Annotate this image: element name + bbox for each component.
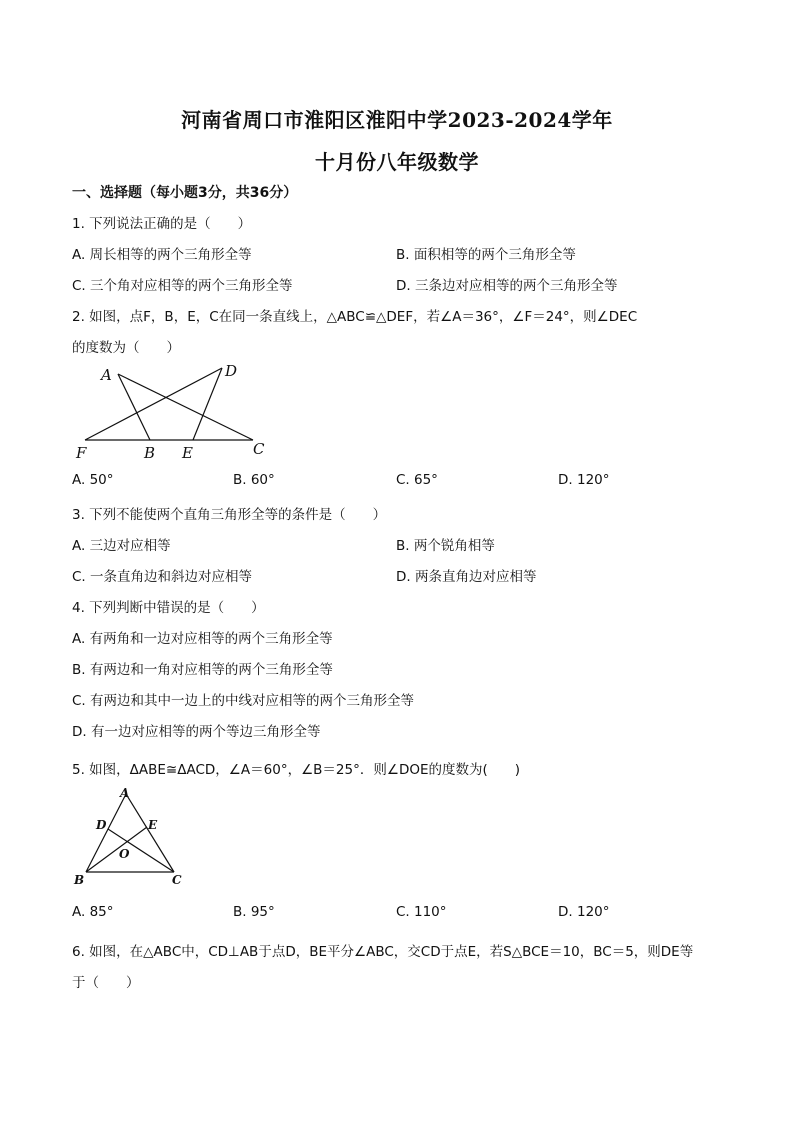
- label-f: F: [76, 444, 87, 462]
- question-3-stem: 3. 下列不能使两个直角三角形全等的条件是（ ）: [72, 507, 387, 523]
- question-1-option-d: D. 三条边对应相等的两个三角形全等: [396, 278, 618, 294]
- question-2-option-b: B. 60°: [233, 472, 275, 488]
- question-2-option-d: D. 120°: [558, 472, 610, 488]
- question-1-stem: 1. 下列说法正确的是（ ）: [72, 216, 252, 232]
- section-heading: 一、选择题（每小题3分，共36分）: [72, 185, 298, 201]
- title-line-1: 河南省周口市淮阳区淮阳中学2023-2024学年: [181, 108, 613, 132]
- question-1-option-b: B. 面积相等的两个三角形全等: [396, 247, 576, 263]
- segment-ab: [118, 374, 150, 440]
- question-4-stem: 4. 下列判断中错误的是（ ）: [72, 600, 265, 616]
- question-2-option-c: C. 65°: [396, 472, 438, 488]
- question-5-option-a: A. 85°: [72, 904, 114, 920]
- label-e: E: [182, 444, 193, 462]
- question-2-option-a: A. 50°: [72, 472, 114, 488]
- label-b: B: [144, 444, 156, 462]
- label-d: D: [225, 362, 238, 380]
- label-e: E: [148, 818, 158, 832]
- segment-be: [86, 827, 147, 872]
- label-o: O: [119, 847, 130, 861]
- label-a: A: [120, 786, 130, 800]
- question-1-option-a: A. 周长相等的两个三角形全等: [72, 247, 252, 263]
- question-3-option-c: C. 一条直角边和斜边对应相等: [72, 569, 253, 585]
- question-5-option-c: C. 110°: [396, 904, 447, 920]
- label-a: A: [101, 366, 112, 384]
- question-1-option-c: C. 三个角对应相等的两个三角形全等: [72, 278, 293, 294]
- label-d: D: [96, 818, 107, 832]
- label-c: C: [253, 440, 265, 458]
- question-4-option-b: B. 有两边和一角对应相等的两个三角形全等: [72, 662, 333, 678]
- question-2-stem-line-1: 2. 如图，点F，B，E，C在同一条直线上，△ABC≌△DEF，若∠A＝36°，∠F＝24°，则∠DEC: [72, 309, 638, 325]
- question-4-option-c: C. 有两边和其中一边上的中线对应相等的两个三角形全等: [72, 693, 415, 709]
- question-5-option-b: B. 95°: [233, 904, 275, 920]
- question-3-option-d: D. 两条直角边对应相等: [396, 569, 537, 585]
- question-5-stem: 5. 如图，ΔABE≅ΔACD，∠A＝60°，∠B＝25°．则∠DOE的度数为( ): [72, 762, 521, 778]
- question-4-option-a: A. 有两角和一边对应相等的两个三角形全等: [72, 631, 333, 647]
- question-6-stem-line-1: 6. 如图，在△ABC中，CD⊥AB于点D，BE平分∠ABC，交CD于点E，若S△BCE＝10，BC＝5，则DE等: [72, 944, 694, 960]
- title-line-2: 十月份八年级数学: [315, 150, 479, 174]
- question-5-option-d: D. 120°: [558, 904, 610, 920]
- segment-ac: [126, 794, 174, 872]
- question-5-figure: [70, 784, 190, 890]
- question-2-stem-line-2: 的度数为（ ）: [72, 340, 180, 356]
- question-2-figure: [70, 360, 280, 465]
- question-3-option-b: B. 两个锐角相等: [396, 538, 495, 554]
- segment-ac: [118, 374, 253, 440]
- question-6-stem-line-2: 于（ ）: [72, 975, 140, 991]
- segment-cd: [108, 829, 174, 872]
- segment-de: [193, 368, 222, 440]
- label-b: B: [74, 873, 85, 887]
- question-4-option-d: D. 有一边对应相等的两个等边三角形全等: [72, 724, 321, 740]
- label-c: C: [172, 873, 182, 887]
- question-3-option-a: A. 三边对应相等: [72, 538, 171, 554]
